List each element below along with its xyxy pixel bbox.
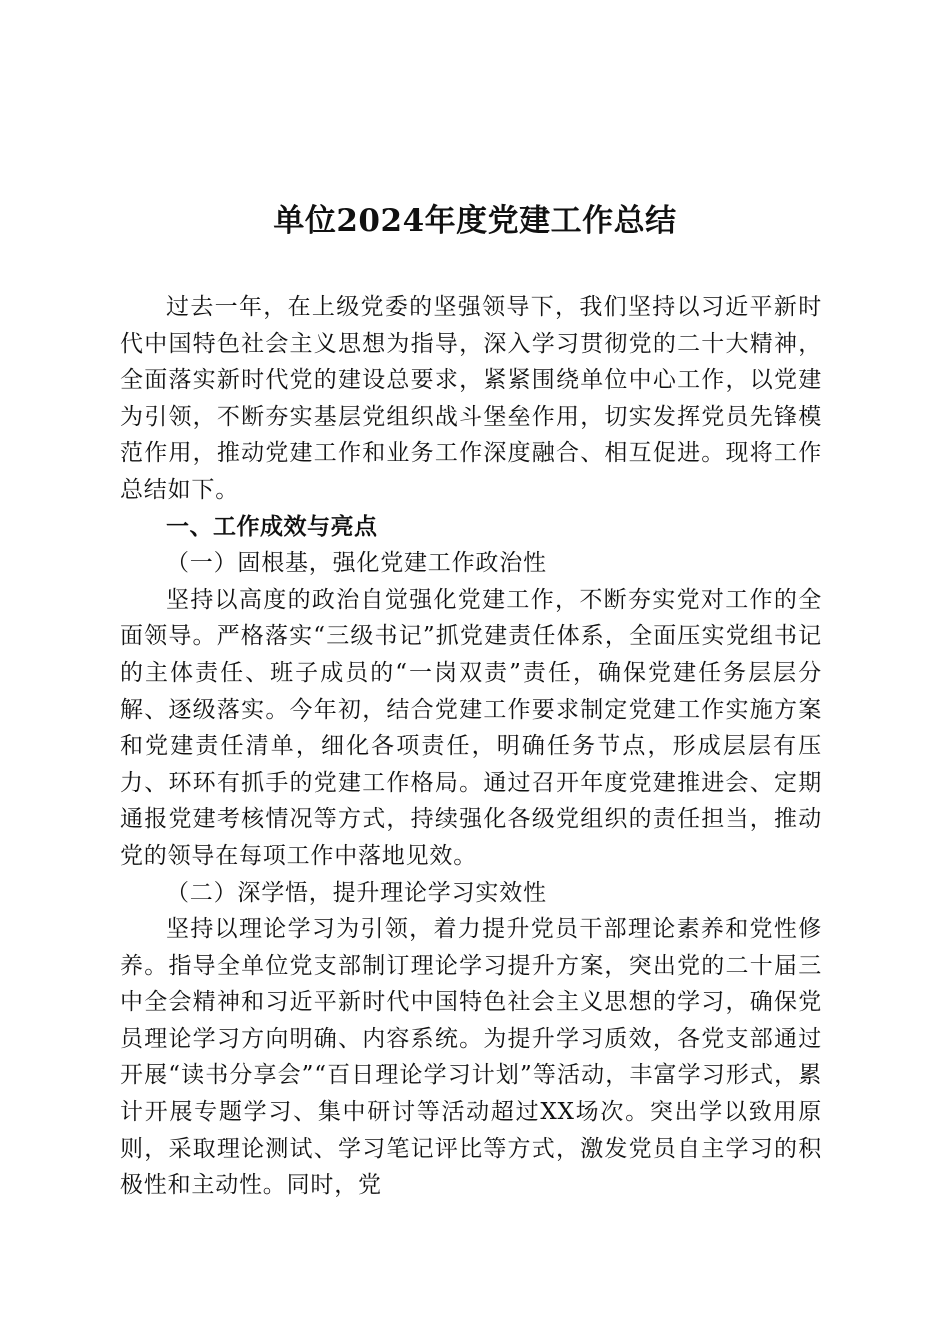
- document-title: 单位2024年度党建工作总结: [273, 203, 677, 239]
- intro-paragraph: 过去一年，在上级党委的坚强领导下，我们坚持以习近平新时代中国特色社会主义思想为指导，深入学习贯彻党的二十大精神，全面落实新时代党的建设总要求，紧紧围绕单位中心工作，以党建为引领，不断夯实基层党组织战斗堡垒作用，切实发挥党员先锋模范作用，推动党建工作和业务工作深度融合、相互促进。现将工作总结如下。: [120, 294, 822, 503]
- subsection-paragraph-2: 坚持以理论学习为引领，着力提升党员干部理论素养和党性修养。指导全单位党支部制订理论学习提升方案，突出党的二十届三中全会精神和习近平新时代中国特色社会主义思想的学习，确保党员理论学习方向明确、内容系统。为提升学习质效，各党支部通过开展“读书分享会”“百日理论学习计划”等活动，丰富学习形式，累计开展专题学习、集中研讨等活动超过XX场次。突出学以致用原则，采取理论测试、学习笔记评比等方式，激发党员自主学习的积极性和主动性。同时，党: [120, 916, 822, 1199]
- section-heading-1: 一、工作成效与亮点: [166, 513, 378, 540]
- subsection-paragraph-1: 坚持以高度的政治自觉强化党建工作，不断夯实党对工作的全面领导。严格落实“三级书记”抓党建责任体系，全面压实党组书记的主体责任、班子成员的“一岗双责”责任，确保党建任务层层分解、逐级落实。今年初，结合党建工作要求制定党建工作实施方案和党建责任清单，细化各项责任，明确任务节点，形成层层有压力、环环有抓手的党建工作格局。通过召开年度党建推进会、定期通报党建考核情况等方式，持续强化各级党组织的责任担当，推动党的领导在每项工作中落地见效。: [120, 586, 822, 869]
- document-body: [120, 289, 822, 1204]
- subsection-heading-2: （二）深学悟，提升理论学习实效性: [166, 879, 547, 906]
- subsection-heading-1: （一）固根基，强化党建工作政治性: [166, 550, 547, 577]
